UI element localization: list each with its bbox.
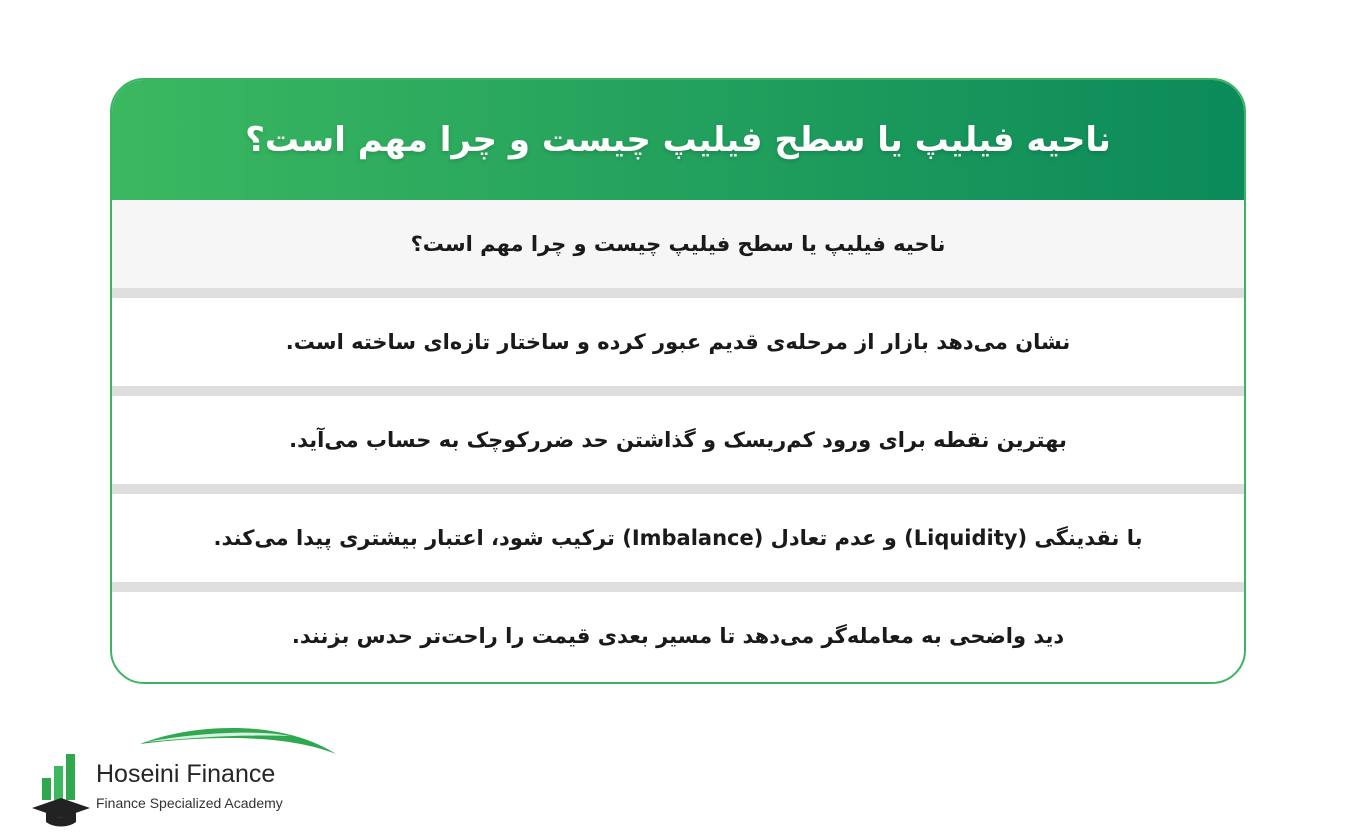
brand-tagline: Finance Specialized Academy <box>96 795 283 811</box>
info-card <box>110 78 1246 684</box>
card-rows <box>112 200 1244 680</box>
list-item <box>112 396 1244 494</box>
leaf-swoosh-icon <box>140 722 340 758</box>
list-item-text: دید واضحی به معامله‌گر می‌دهد تا مسیر بعدی قیمت را راحت‌تر حدس بزنند. <box>291 624 1065 648</box>
brand-name: Hoseini Finance <box>96 760 276 788</box>
list-item-text: با نقدینگی (Liquidity) و عدم تعادل (Imbalance) ترکیب شود، اعتبار بیشتری پیدا می‌کند. <box>213 526 1143 550</box>
list-item-text: بهترین نقطه برای ورود کم‌ریسک و گذاشتن حد ضررکوچک به حساب می‌آید. <box>289 428 1067 452</box>
list-item-text: ناحیه فیلیپ یا سطح فیلیپ چیست و چرا مهم است؟ <box>410 232 946 256</box>
list-item <box>112 298 1244 396</box>
list-item <box>112 592 1244 680</box>
card-header <box>112 80 1244 200</box>
list-item <box>112 494 1244 592</box>
brand-logo <box>30 722 350 832</box>
card-title: ناحیه فیلیپ یا سطح فیلیپ چیست و چرا مهم است؟ <box>245 120 1111 160</box>
list-item-text: نشان می‌دهد بازار از مرحله‌ی قدیم عبور کرده و ساختار تازه‌ای ساخته است. <box>285 330 1071 354</box>
bar-chart-graduation-cap-icon <box>30 748 92 828</box>
list-item <box>112 200 1244 298</box>
